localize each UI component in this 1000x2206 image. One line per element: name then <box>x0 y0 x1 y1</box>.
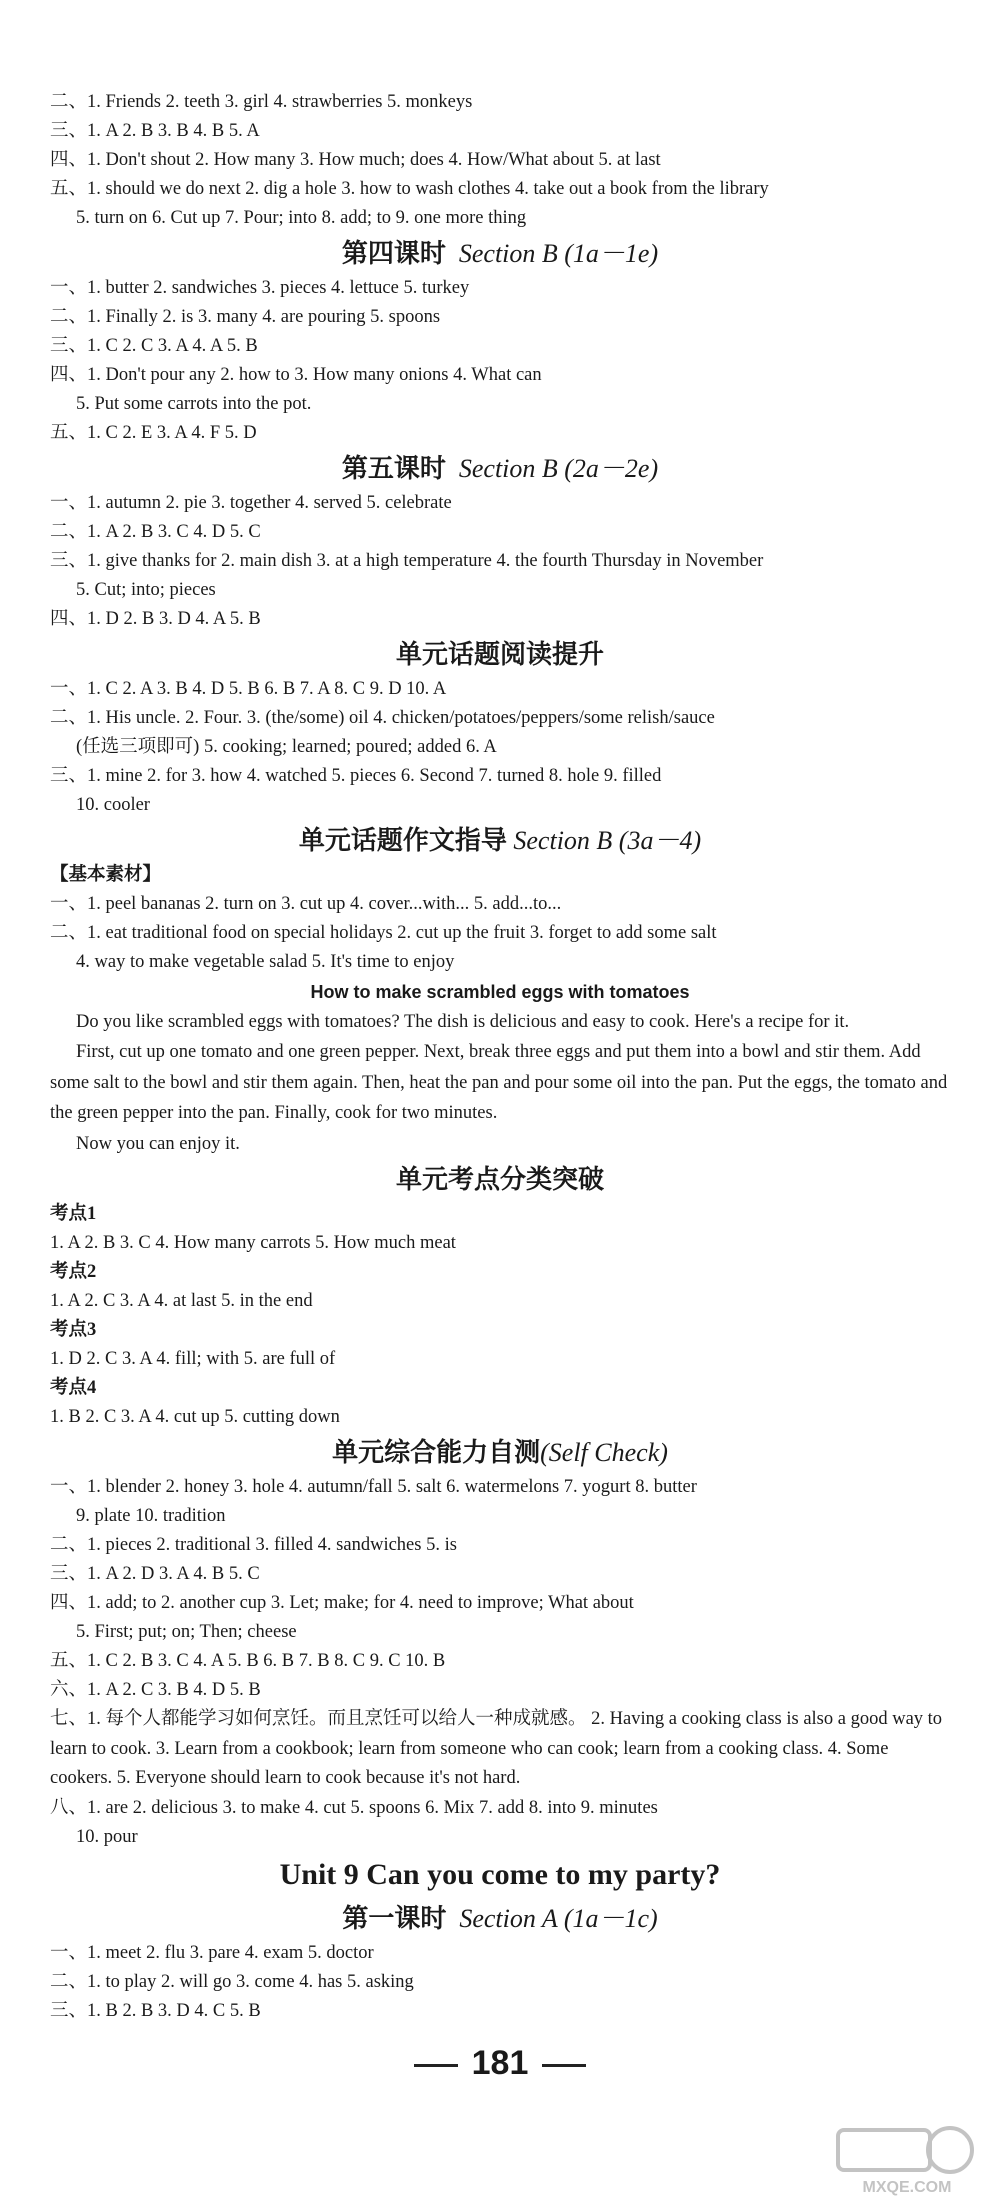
answer-line: 1. A 2. B 3. C 4. How many carrots 5. How much meat <box>50 1233 456 1254</box>
answer-line: 三、1. give thanks for 2. main dish 3. at a high temperature 4. the fourth Thursday in November <box>50 551 764 571</box>
answer-line: 六、1. A 2. C 3. B 4. D 5. B <box>50 1680 261 1701</box>
answer-line: 5. Cut; into; pieces <box>76 580 216 600</box>
answer-line: 10. pour <box>76 1826 138 1847</box>
answer-line: 一、1. meet 2. flu 3. pare 4. exam 5. doctor <box>50 1942 374 1963</box>
section-heading: 单元综合能力自测(Self Check) <box>332 1438 668 1468</box>
watermark-logo <box>832 2120 982 2200</box>
page-number <box>0 2044 1000 2083</box>
answer-line: 10. cooler <box>76 795 150 815</box>
answer-line: 二、1. A 2. B 3. C 4. D 5. C <box>50 522 261 542</box>
kaodian-label: 考点4 <box>50 1378 97 1399</box>
answer-line: 一、1. peel bananas 2. turn on 3. cut up 4. cover...with... 5. add...to... <box>50 894 562 914</box>
answer-line: 三、1. mine 2. for 3. how 4. watched 5. pieces 6. Second 7. turned 8. hole 9. filled <box>50 766 662 786</box>
answer-line: 5. First; put; on; Then; cheese <box>76 1622 297 1643</box>
answer-paragraph: 七、1. 每个人都能学习如何烹饪。而且烹饪可以给人一种成就感。 2. Having a cooking class is also a good way to learn to cook. 3. Learn from a cookbook; learn from someone who can cook; learn from a cooking class. 4. Some cookers. 5. Everyone should learn to cook because it's not hard. <box>50 1709 943 1789</box>
answer-line: 五、1. should we do next 2. dig a hole 3. how to wash clothes 4. take out a book from the library <box>50 179 769 199</box>
answer-line: 五、1. C 2. E 3. A 4. F 5. D <box>50 423 257 443</box>
page-number-text: 181 <box>471 2044 529 2082</box>
answer-line: 四、1. D 2. B 3. D 4. A 5. B <box>50 609 261 629</box>
answer-line: 四、1. Don't shout 2. How many 3. How much; does 4. How/What about 5. at last <box>50 150 661 170</box>
answer-line: 三、1. A 2. D 3. A 4. B 5. C <box>50 1564 260 1585</box>
answer-line: 一、1. blender 2. honey 3. hole 4. autumn/fall 5. salt 6. watermelons 7. yogurt 8. butter <box>50 1477 697 1498</box>
answer-line: 一、1. butter 2. sandwiches 3. pieces 4. lettuce 5. turkey <box>50 278 470 298</box>
answer-line: 二、1. Friends 2. teeth 3. girl 4. strawberries 5. monkeys <box>50 92 473 112</box>
answer-line: 5. turn on 6. Cut up 7. Pour; into 8. add; to 9. one more thing <box>76 208 527 228</box>
section-heading: 单元考点分类突破 <box>395 1165 604 1195</box>
answer-line: 二、1. His uncle. 2. Four. 3. (the/some) oil 4. chicken/potatoes/peppers/some relish/sauce <box>50 708 715 728</box>
kaodian-label: 考点3 <box>50 1320 97 1341</box>
material-label: 【基本素材】 <box>50 865 162 885</box>
essay-title: How to make scrambled eggs with tomatoes <box>310 982 690 1002</box>
answer-line: 一、1. autumn 2. pie 3. together 4. served 5. celebrate <box>50 493 452 513</box>
kaodian-label: 考点1 <box>50 1204 97 1225</box>
answer-line: 二、1. to play 2. will go 3. come 4. has 5. asking <box>50 1971 414 1992</box>
answer-line: 四、1. add; to 2. another cup 3. Let; make; for 4. need to improve; What about <box>50 1593 634 1614</box>
answer-line: 二、1. Finally 2. is 3. many 4. are pouring 5. spoons <box>50 307 441 327</box>
answer-line: 1. B 2. C 3. A 4. cut up 5. cutting down <box>50 1407 340 1428</box>
section-heading: 单元话题阅读提升 <box>395 640 604 669</box>
answer-line: 1. D 2. C 3. A 4. fill; with 5. are full of <box>50 1349 336 1370</box>
answer-page <box>50 88 950 2026</box>
essay-paragraph: Do you like scrambled eggs with tomatoes? The dish is delicious and easy to cook. Here's a recipe for it. <box>76 1012 850 1032</box>
answer-line: 1. A 2. C 3. A 4. at last 5. in the end <box>50 1291 313 1312</box>
section-heading: 第四课时 Section B (1a－1e) <box>341 239 659 268</box>
section-heading: 单元话题作文指导 Section B (3a－4) <box>298 826 702 855</box>
answer-line: (任选三项即可) 5. cooking; learned; poured; added 6. A <box>76 737 497 757</box>
answer-line: 9. plate 10. tradition <box>76 1506 226 1527</box>
section-heading: 第一课时 Section A (1a－1c) <box>342 1903 658 1933</box>
answer-line: 五、1. C 2. B 3. C 4. A 5. B 6. B 7. B 8. C 9. C 10. B <box>50 1651 446 1672</box>
answer-line: 二、1. eat traditional food on special holidays 2. cut up the fruit 3. forget to add some salt <box>50 923 717 943</box>
answer-line: 4. way to make vegetable salad 5. It's time to enjoy <box>76 952 455 972</box>
answer-line: 二、1. pieces 2. traditional 3. filled 4. sandwiches 5. is <box>50 1535 457 1556</box>
answer-line: 三、1. B 2. B 3. D 4. C 5. B <box>50 2000 261 2021</box>
answer-line: 三、1. A 2. B 3. B 4. B 5. A <box>50 121 260 141</box>
unit-title: Unit 9 Can you come to my party? <box>279 1857 721 1891</box>
dash-left <box>414 2064 458 2067</box>
essay-paragraph: Now you can enjoy it. <box>76 1133 240 1154</box>
kaodian-label: 考点2 <box>50 1262 97 1283</box>
answer-line: 八、1. are 2. delicious 3. to make 4. cut 5. spoons 6. Mix 7. add 8. into 9. minutes <box>50 1797 658 1818</box>
answer-line: 三、1. C 2. C 3. A 4. A 5. B <box>50 336 258 356</box>
answer-line: 5. Put some carrots into the pot. <box>76 394 312 414</box>
answer-line: 一、1. C 2. A 3. B 4. D 5. B 6. B 7. A 8. C 9. D 10. A <box>50 679 447 699</box>
section-heading: 第五课时 Section B (2a－2e) <box>341 454 659 483</box>
answer-line: 四、1. Don't pour any 2. how to 3. How many onions 4. What can <box>50 365 542 385</box>
svg-text:MXQE.COM: MXQE.COM <box>862 2179 952 2196</box>
dash-right <box>542 2064 586 2067</box>
essay-paragraph: First, cut up one tomato and one green pepper. Next, break three eggs and put them into a bowl and stir them. Add some salt to the bowl and stir them again. Then, heat the pan and pour some oil into the pan. Put the eggs, the tomato and the green pepper into the pan. Finally, cook for two minutes. <box>50 1042 948 1124</box>
